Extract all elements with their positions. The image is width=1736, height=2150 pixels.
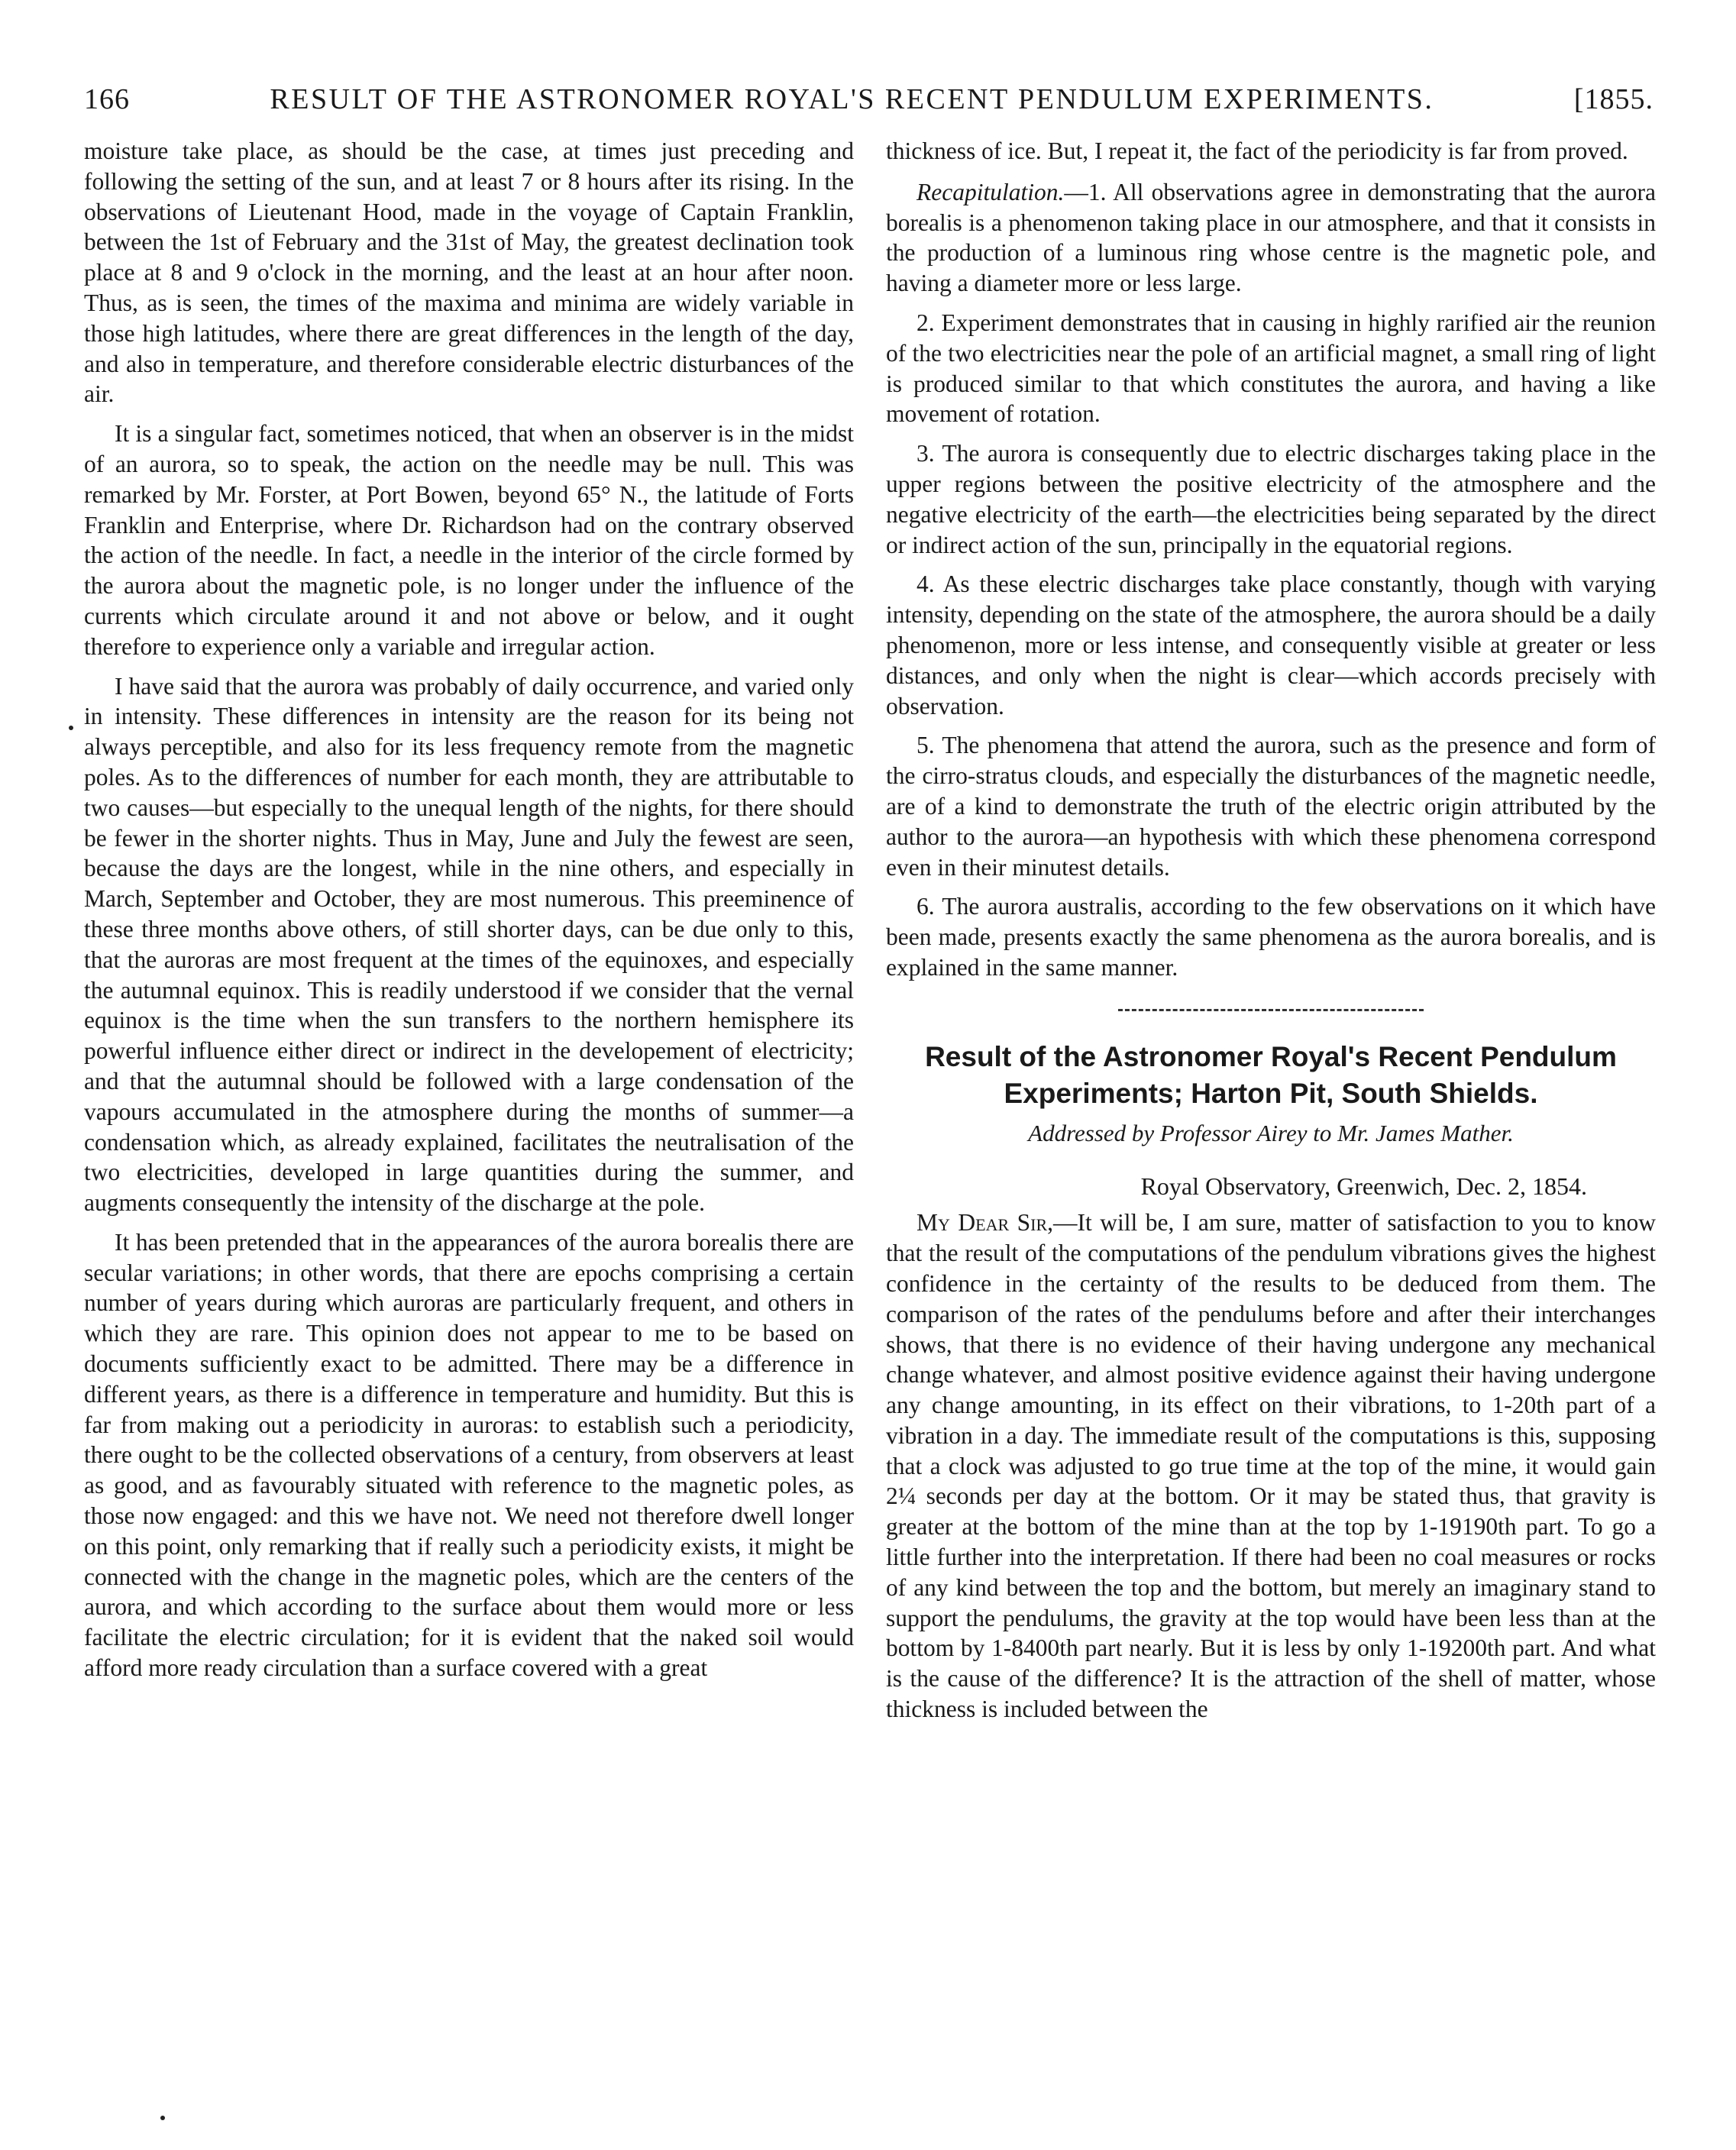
margin-mark	[160, 2116, 165, 2120]
letter-dateline: Royal Observatory, Greenwich, Dec. 2, 1854.	[1140, 1172, 1587, 1200]
recap-label: Recapitulation.	[916, 178, 1065, 205]
left-column	[84, 136, 854, 1693]
recap-paragraph-5: 5. The phenomena that attend the aurora, such as the presence and form of the cirro-stratus clouds, and especially the disturbances of the magnetic needle, are of a kind to demonstrate the truth of the electric origin attributed by the author to the aurora—an hypothesis with which these phenomena correspond even in their minutest details.	[886, 732, 1656, 881]
header-year: [1855.	[1573, 83, 1654, 115]
recap-text: —1. All observations agree in demonstrating that the aurora borealis is a phenomenon taking place in our atmosphere, and that it consists in the production of a luminous ring whose centre is the magnetic pole, and having a diameter more or less large.	[886, 178, 1656, 297]
article-byline: Addressed by Professor Airey to Mr. James Mather.	[1028, 1119, 1514, 1146]
page-number: 166	[84, 83, 130, 115]
letter-body	[886, 1208, 1656, 1725]
paragraph: thickness of ice. But, I repeat it, the fact of the periodicity is far from proved.	[886, 137, 1628, 164]
letter-text: —It will be, I am sure, matter of satisfaction to you to know that the result of the computations of the pendulum vibrations gives the highest confidence in the certainty of the results to be deduced from them. The comparison of the rates of the pendulums before and after their interchanges shows, that there is no evidence of their having undergone any mechanical change whatever, and almost positive evidence against their having undergone any change amounting, in its effect on their vibrations, to 1-20th part of a vibration in a day. The immediate result of the computations is this, supposing that a clock was adjusted to go true time at the top of the mine, it would gain 2¼ seconds per day at the bottom. Or it may be stated thus, that gravity is greater at the bottom of the mine than at the top by 1-19190th part. To go a little further into the interpretation. If there had been no coal measures or rocks of any kind between the top and the bottom, but merely an imaginary stand to support the pendulums, the gravity at the top would have been less than at the bottom by 1-8400th part nearly. But it is less by only 1-19200th part. And what is the cause of the difference? It is the attraction of the shell of matter, whose thickness is included between the	[886, 1209, 1656, 1723]
margin-mark	[69, 726, 73, 730]
paragraph: It is a singular fact, sometimes noticed, that when an observer is in the midst of an aurora, so to speak, the action on the needle may be null. This was remarked by Mr. Forster, at Port Bowen, beyond 65° N., the latitude of Forts Franklin and Enterprise, where Dr. Richardson had on the contrary observed the action of the needle. In fact, a needle in the interior of the circle formed by the aurora about the magnetic pole, is no longer under the influence of the currents which circulate around it and not above or below, and it ought therefore to experience only a variable and irregular action.	[84, 420, 854, 660]
section-divider	[1118, 1009, 1424, 1011]
recap-paragraph-1	[886, 177, 1656, 299]
running-title: RESULT OF THE ASTRONOMER ROYAL'S RECENT PENDULUM EXPERIMENTS.	[270, 83, 1434, 115]
recap-paragraph-4: 4. As these electric discharges take place constantly, though with varying intensity, depending on the state of the atmosphere, the aurora should be a daily phenomenon, more or less intense, and consequently visible at greater or less distances, and only when the night is clear—which accords precisely with observation.	[886, 571, 1656, 719]
recap-paragraph-2: 2. Experiment demonstrates that in causing in highly rarified air the reunion of the two electricities near the pole of an artificial magnet, a small ring of light is produced similar to that which constitutes the aurora, and having a like movement of rotation.	[886, 309, 1656, 428]
paragraph: I have said that the aurora was probably of daily occurrence, and varied only in intensity. These differences in intensity are the reason for its being not always perceptible, and also for its less frequency remote from the magnetic poles. As to the differences of number for each month, they are attributable to two causes—but especially to the unequal length of the nights, for there should be fewer in the shorter nights. Thus in May, June and July the fewest are seen, because the days are the longest, while in the nine others, and especially in March, September and October, they are most numerous. This preeminence of these three months above others, of still shorter days, can be due only to this, that the auroras are most frequent at the times of the equinoxes, and especially the autumnal equinox. This is readily understood if we consider that the vernal equinox is the time when the sun transfers to the northern hemisphere its powerful influence either direct or indirect in the developement of electricity; and that the autumnal should be followed with a large condensation of the vapours accumulated in the atmosphere during the months of summer—a condensation which, as already explained, facilitates the neutralisation of the two electricities, developed in large quantities during the summer, and augments consequently the intensity of the discharge at the pole.	[84, 672, 854, 1217]
right-column	[886, 136, 1656, 1734]
recap-paragraph-6: 6. The aurora australis, according to the few observations on it which have been made, presents exactly the same phenomena as the aurora borealis, and is explained in the same manner.	[886, 893, 1656, 981]
article-title: Result of the Astronomer Royal's Recent Pendulum Experiments; Harton Pit, South Shields.	[925, 1040, 1617, 1109]
salutation: My Dear Sir,	[916, 1209, 1054, 1237]
recap-paragraph-3: 3. The aurora is consequently due to electric discharges taking place in the upper regions between the positive electricity of the atmosphere and the negative electricity of the earth—the electricities being separated by the direct or indirect action of the sun, principally in the equatorial regions.	[886, 440, 1656, 558]
running-header	[84, 82, 1654, 121]
paragraph: It has been pretended that in the appearances of the aurora borealis there are secular variations; in other words, that there are epochs comprising a certain number of years during which auroras are particularly frequent, and others in which they are rare. This opinion does not appear to me to be based on documents sufficiently exact to be admitted. There may be a difference in different years, as there is a difference in temperature and humidity. But this is far from making out a periodicity in auroras: to establish such a periodicity, there ought to be the collected observations of a century, from observers at least as good, and as favourably situated with reference to the magnetic poles, as those now engaged: and this we have not. We need not therefore dwell longer on this point, only remarking that if really such a periodicity exists, it might be connected with the change in the magnetic poles, which are the centers of the aurora, and which according to the surface about them would more or less facilitate the electric circulation; for it is evident that the naked soil would afford more ready circulation than a surface covered with a great	[84, 1228, 854, 1682]
paragraph: moisture take place, as should be the case, at times just preceding and following the setting of the sun, and at least 7 or 8 hours after its rising. In the observations of Lieutenant Hood, made in the voyage of Captain Franklin, between the 1st of February and the 31st of May, the greatest declination took place at 8 and 9 o'clock in the morning, and the least at an hour after noon. Thus, as is seen, the times of the maxima and minima are widely variable in those high latitudes, where there are great differences in the length of the day, and also in temperature, and therefore considerable electric disturbances of the air.	[84, 137, 854, 408]
